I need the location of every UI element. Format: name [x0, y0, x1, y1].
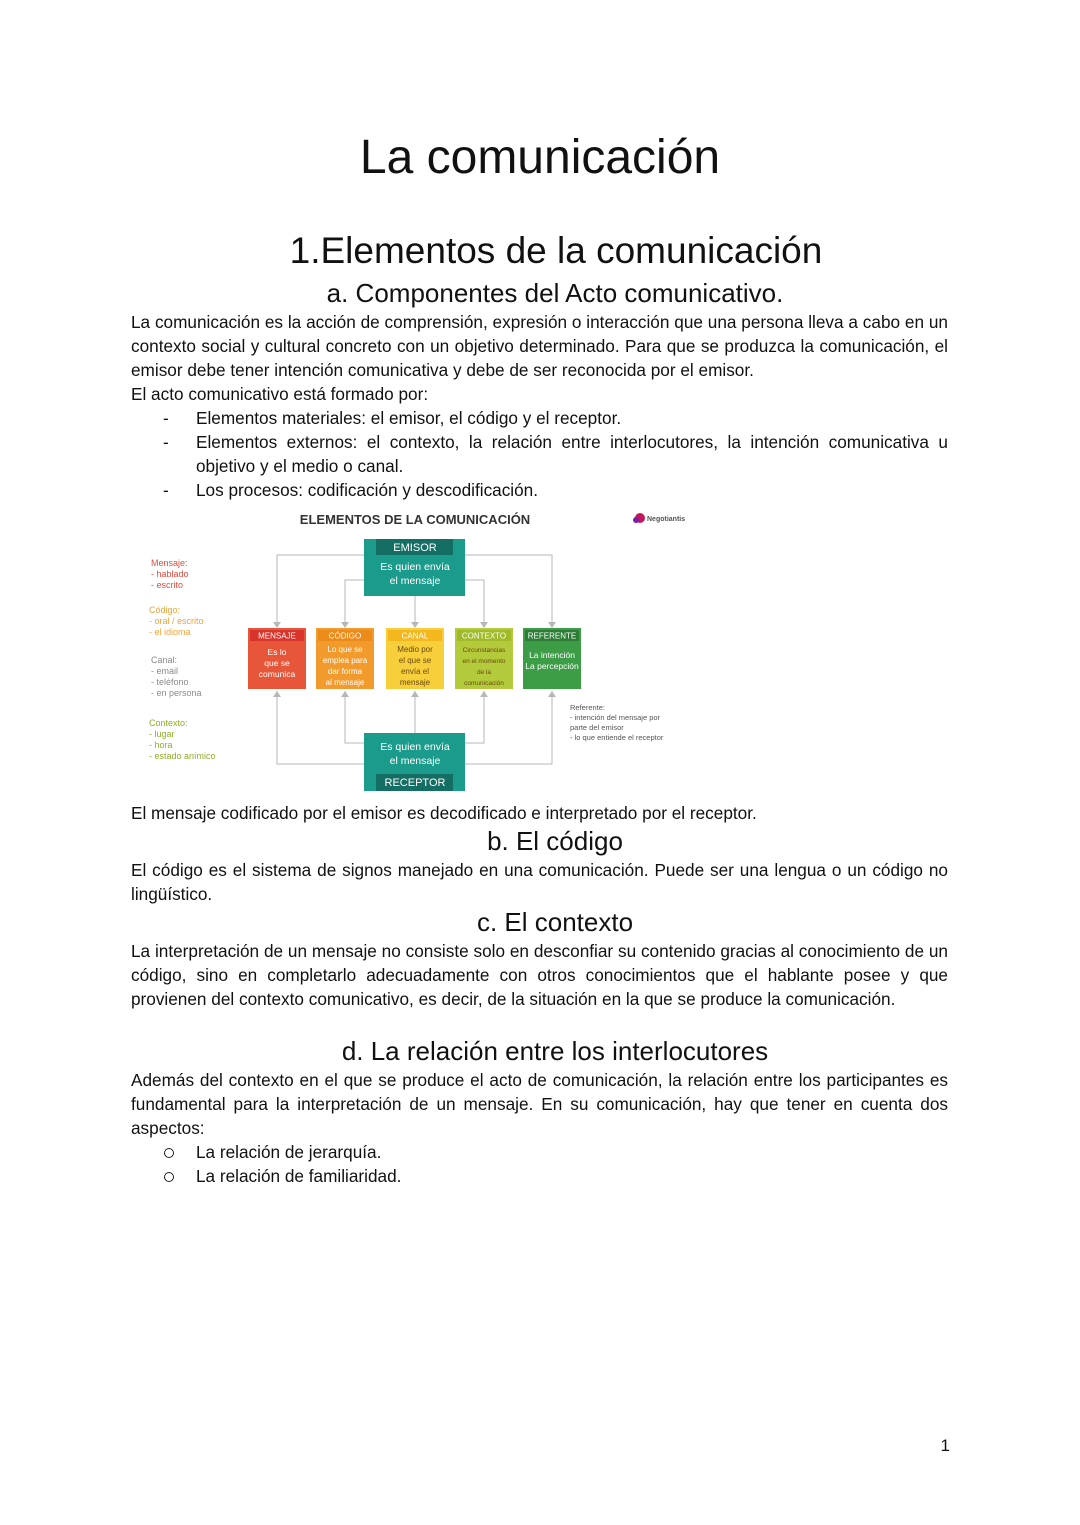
list-item-text: Los procesos: codificación y descodificación. [196, 480, 539, 500]
arrow-up-icon [411, 691, 419, 697]
canal-desc-line: Medio por [397, 645, 433, 654]
element-boxes [248, 628, 581, 689]
paragraph-relacion: Además del contexto en el que se produce el acto de comunicación, la relación entre los participantes es fundamental para la interpretación de un mensaje. En su comunicación, hay que tener en cuenta dos aspectos: [131, 1070, 948, 1138]
bullet-dash: - [163, 480, 169, 500]
codigo-desc-line: dar forma [327, 667, 363, 676]
mensaje-desc-line: Es lo [267, 647, 287, 657]
contexto-desc-line: comunicación [464, 680, 504, 687]
arrow-down-icon [273, 622, 281, 628]
arrow-up-icon [548, 691, 556, 697]
bullet-dash: - [163, 432, 169, 452]
side-note-mensaje-title: Mensaje: [151, 558, 188, 568]
list-item-text: Elementos materiales: el emisor, el código y el receptor. [196, 408, 622, 428]
canal-desc-line: envía el [400, 667, 430, 676]
list-item-text: Elementos externos: el contexto, la relación entre interlocutores, la intención comunicativa u objetivo y el medio o canal. [196, 432, 948, 476]
side-note-contexto-item: - estado anímico [149, 751, 216, 761]
referente-desc-line: La intención [529, 650, 575, 660]
side-note-referente-item: - intención del mensaje por [570, 713, 661, 722]
brand-logo-dot-icon [633, 517, 639, 523]
codigo-desc-line: al mensaje [325, 678, 365, 687]
side-note-canal-item: - email [151, 666, 179, 676]
connector-line [465, 580, 484, 626]
emisor-desc-line1: Es quien envía [380, 561, 450, 573]
emisor-label: EMISOR [393, 542, 437, 554]
codigo-desc-line: emplea para [322, 656, 368, 665]
side-note-canal-item: - teléfono [151, 677, 189, 687]
list-item [131, 1164, 948, 1188]
list-item [131, 430, 948, 478]
subheading-contexto: c. El contexto [476, 907, 634, 937]
list-item [131, 478, 948, 502]
side-note-codigo-item: - el idioma [149, 627, 191, 637]
arrow-down-icon [411, 622, 419, 628]
receptor-desc-line2: el mensaje [389, 755, 441, 767]
receptor-desc-line1: Es quien envía [380, 741, 450, 753]
connector-line [465, 691, 552, 764]
mensaje-desc-line: comunica [258, 669, 296, 679]
connector-line [465, 555, 552, 626]
arrow-down-icon [480, 622, 488, 628]
section-heading-elementos: 1.Elementos de la comunicación [289, 230, 823, 271]
referente-desc-line: La percepción [525, 661, 579, 671]
list-item [131, 1140, 948, 1164]
contexto-desc-line: en el momento [462, 658, 506, 665]
arrow-down-icon [548, 622, 556, 628]
circle-bullet-icon [164, 1172, 174, 1182]
side-note-mensaje-item: - hablado [151, 569, 189, 579]
arrow-up-icon [273, 691, 281, 697]
mensaje-label: MENSAJE [258, 631, 296, 641]
connector-line [465, 691, 484, 743]
side-note-referente-item: - lo que entiende el receptor [570, 733, 664, 742]
subheading-relacion: d. La relación entre los interlocutores [341, 1036, 769, 1066]
paragraph-acto-intro: El acto comunicativo está formado por: [131, 384, 429, 404]
side-note-codigo-item: - oral / escrito [149, 616, 204, 626]
contexto-label: CONTEXTO [461, 631, 507, 641]
codigo-desc-line: Lo que se [327, 645, 363, 654]
side-note-mensaje-item: - escrito [151, 580, 184, 590]
brand-name: Negotiantis [647, 516, 686, 523]
paragraph-mensaje-codificado: El mensaje codificado por el emisor es decodificado e interpretado por el receptor. [131, 803, 757, 823]
connector-line [277, 555, 364, 626]
arrow-down-icon [341, 622, 349, 628]
emisor-desc-line2: el mensaje [389, 575, 441, 587]
paragraph-definicion-text: La comunicación es la acción de comprensión, expresión o interacción que una persona lleva a cabo en un contexto social y cultural concreto con un objetivo determinado. Para que se produzca la comunicación, el emisor debe tener intención comunicativa y debe de ser reconocida por el emisor. [131, 312, 948, 380]
list-item-text: La relación de familiaridad. [196, 1166, 402, 1186]
side-note-referente-title: Referente: [570, 703, 606, 712]
receptor-label: RECEPTOR [384, 777, 446, 789]
aspects-list [131, 1140, 948, 1188]
side-note-contexto-item: - hora [149, 740, 173, 750]
paragraph-contexto: La interpretación de un mensaje no consiste solo en desconfiar su contenido gracias al conocimiento de un código, sino en completarlo adecuadamente con otros conocimientos que el hablante posee y que provienen del contexto comunicativo, es decir, de la situación en la que se produce la comunicación. [131, 941, 948, 1009]
elements-list [131, 406, 948, 502]
canal-label: CANAL [401, 631, 429, 641]
communication-elements-diagram [138, 508, 698, 798]
mensaje-desc-line: que se [264, 658, 290, 668]
side-note-contexto-item: - lugar [149, 729, 175, 739]
subheading-codigo: b. El código [487, 826, 623, 856]
referente-label: REFERENTE [527, 631, 577, 641]
connector-line [345, 580, 364, 626]
list-item-text: La relación de jerarquía. [196, 1142, 382, 1162]
canal-desc-line: el que se [398, 656, 432, 665]
bullet-dash: - [163, 408, 169, 428]
contexto-desc-line: Circunstancias [462, 647, 506, 654]
list-item [131, 406, 948, 430]
arrow-up-icon [341, 691, 349, 697]
arrow-up-icon [480, 691, 488, 697]
page-number: 1 [940, 1436, 950, 1455]
paragraph-definicion [131, 310, 948, 406]
connector-line [345, 691, 364, 743]
contexto-desc-line: de la [476, 669, 492, 676]
document-title: La comunicación [359, 131, 721, 184]
connector-line [277, 691, 364, 764]
side-note-canal-item: - en persona [151, 688, 202, 698]
paragraph-codigo: El código es el sistema de signos manejado en una comunicación. Puede ser una lengua o un código no lingüístico. [131, 860, 948, 904]
side-note-contexto-title: Contexto: [149, 718, 188, 728]
side-note-canal-title: Canal: [151, 655, 178, 665]
circle-bullet-icon [164, 1148, 174, 1158]
subheading-componentes: a. Componentes del Acto comunicativo. [326, 278, 784, 308]
side-note-referente-item: parte del emisor [570, 723, 624, 732]
side-note-codigo-title: Código: [149, 605, 181, 615]
canal-desc-line: mensaje [399, 678, 431, 687]
diagram-title: ELEMENTOS DE LA COMUNICACIÓN [299, 512, 531, 527]
codigo-label: CÓDIGO [328, 631, 362, 641]
